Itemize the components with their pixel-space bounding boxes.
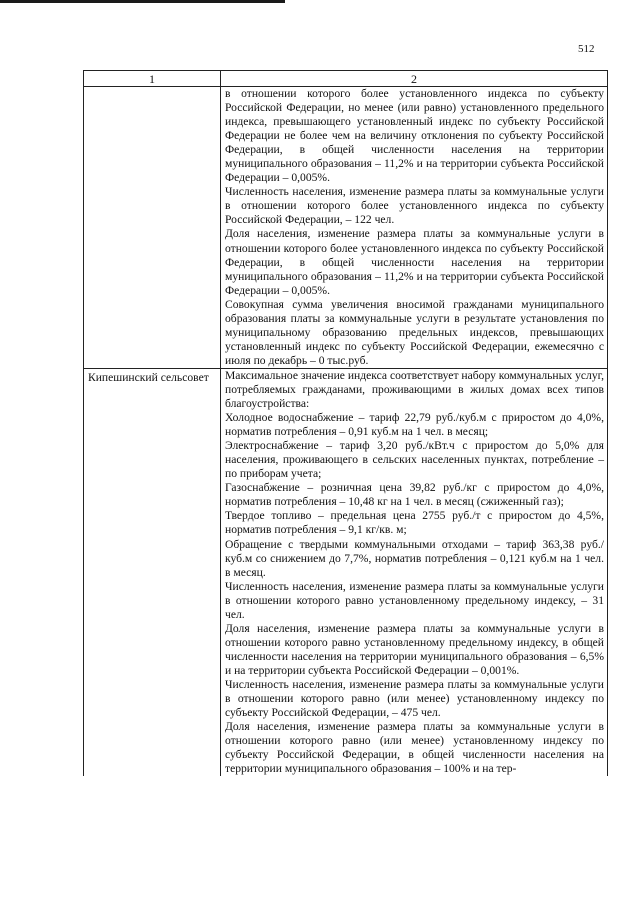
paragraph: Холодное водоснабжение – тариф 22,79 руб./куб.м с приростом до 4,0%, норматив потребления – 0,91 куб.м на 1 чел. в месяц;	[225, 411, 604, 439]
paragraph: Доля населения, изменение размера платы за коммунальные услуги в отношении которого равно установленному предельному индексу, в общей численности населения на территории муниципального образования – 6,5% и на территории субъекта Российской Федерации – 0,001%.	[225, 621, 604, 677]
paragraph: Максимальное значение индекса соответствует набору коммунальных услуг, потребляемых гражданами, проживающими в жилых домах всех типов благоустройства:	[225, 368, 604, 411]
row-content	[221, 87, 608, 369]
paragraph: Обращение с твердыми коммунальными отходами – тариф 363,38 руб./куб.м со снижением до 7,7%, норматив потребления – 0,121 куб.м на 1 чел. в месяц.	[225, 537, 604, 579]
data-table	[83, 70, 608, 776]
paragraph: Доля населения, изменение размера платы за коммунальные услуги в отношении которого равно (или менее) установленному индексу по субъекту Российской Федерации, в общей численности населения на территории муниципального образования – 100% и на тер-	[225, 720, 604, 776]
table-row	[84, 87, 608, 369]
page-number: 512	[578, 43, 595, 55]
row-content	[221, 368, 608, 776]
paragraph: Численность населения, изменение размера платы за коммунальные услуги в отношении которого более установленного индекса по субъекту Российской Федерации, – 122 чел.	[225, 185, 604, 227]
paragraph: Численность населения, изменение размера платы за коммунальные услуги в отношении которого равно установленному предельному индексу, – 31 чел.	[225, 579, 604, 621]
paragraph: в отношении которого более установленного индекса по субъекту Российской Федерации, но менее (или равно) установленного предельного индекса, превышающего установленный индекс по субъекту Российской Федерации не более чем на величину отклонения по субъекту Российской Федерации, в общей численности населения на территории муниципального образования – 11,2% и на территории субъекта Российской Федерации – 0,005%.	[225, 87, 604, 185]
municipality-name: Кипешинский сельсовет	[84, 368, 221, 776]
paragraph: Электроснабжение – тариф 3,20 руб./кВт.ч с приростом до 5,0% для населения, проживающего в сельских населенных пунктах, потребление – по приборам учета;	[225, 439, 604, 481]
table-header-row	[84, 71, 608, 87]
paragraph: Численность населения, изменение размера платы за коммунальные услуги в отношении которого равно (или менее) установленному индексу по субъекту Российской Федерации, – 475 чел.	[225, 677, 604, 720]
paragraph: Твердое топливо – предельная цена 2755 руб./т с приростом до 4,5%, норматив потребления – 9,1 кг/кв. м;	[225, 509, 604, 537]
scan-edge-mark	[0, 0, 285, 3]
table-row	[84, 368, 608, 776]
municipality-name	[84, 87, 221, 369]
paragraph: Газоснабжение – розничная цена 39,82 руб./кг с приростом до 4,0%, норматив потребления – 10,48 кг на 1 чел. в месяц (сжиженный газ);	[225, 481, 604, 509]
paragraph: Совокупная сумма увеличения вносимой гражданами муниципального образования платы за коммунальные услуги в результате установления по муниципальному образованию предельных индексов, превышающих установленный индекс по субъекту Российской Федерации, ежемесячно с июля по декабрь – 0 тыс.руб.	[225, 297, 604, 367]
column-header-1: 1	[84, 71, 221, 87]
column-header-2: 2	[221, 71, 608, 87]
paragraph: Доля населения, изменение размера платы за коммунальные услуги в отношении которого более установленного индекса по субъекту Российской Федерации, в общей численности населения на территории муниципального образования – 11,2% и на территории субъекта Российской Федерации – 0,005%.	[225, 227, 604, 297]
